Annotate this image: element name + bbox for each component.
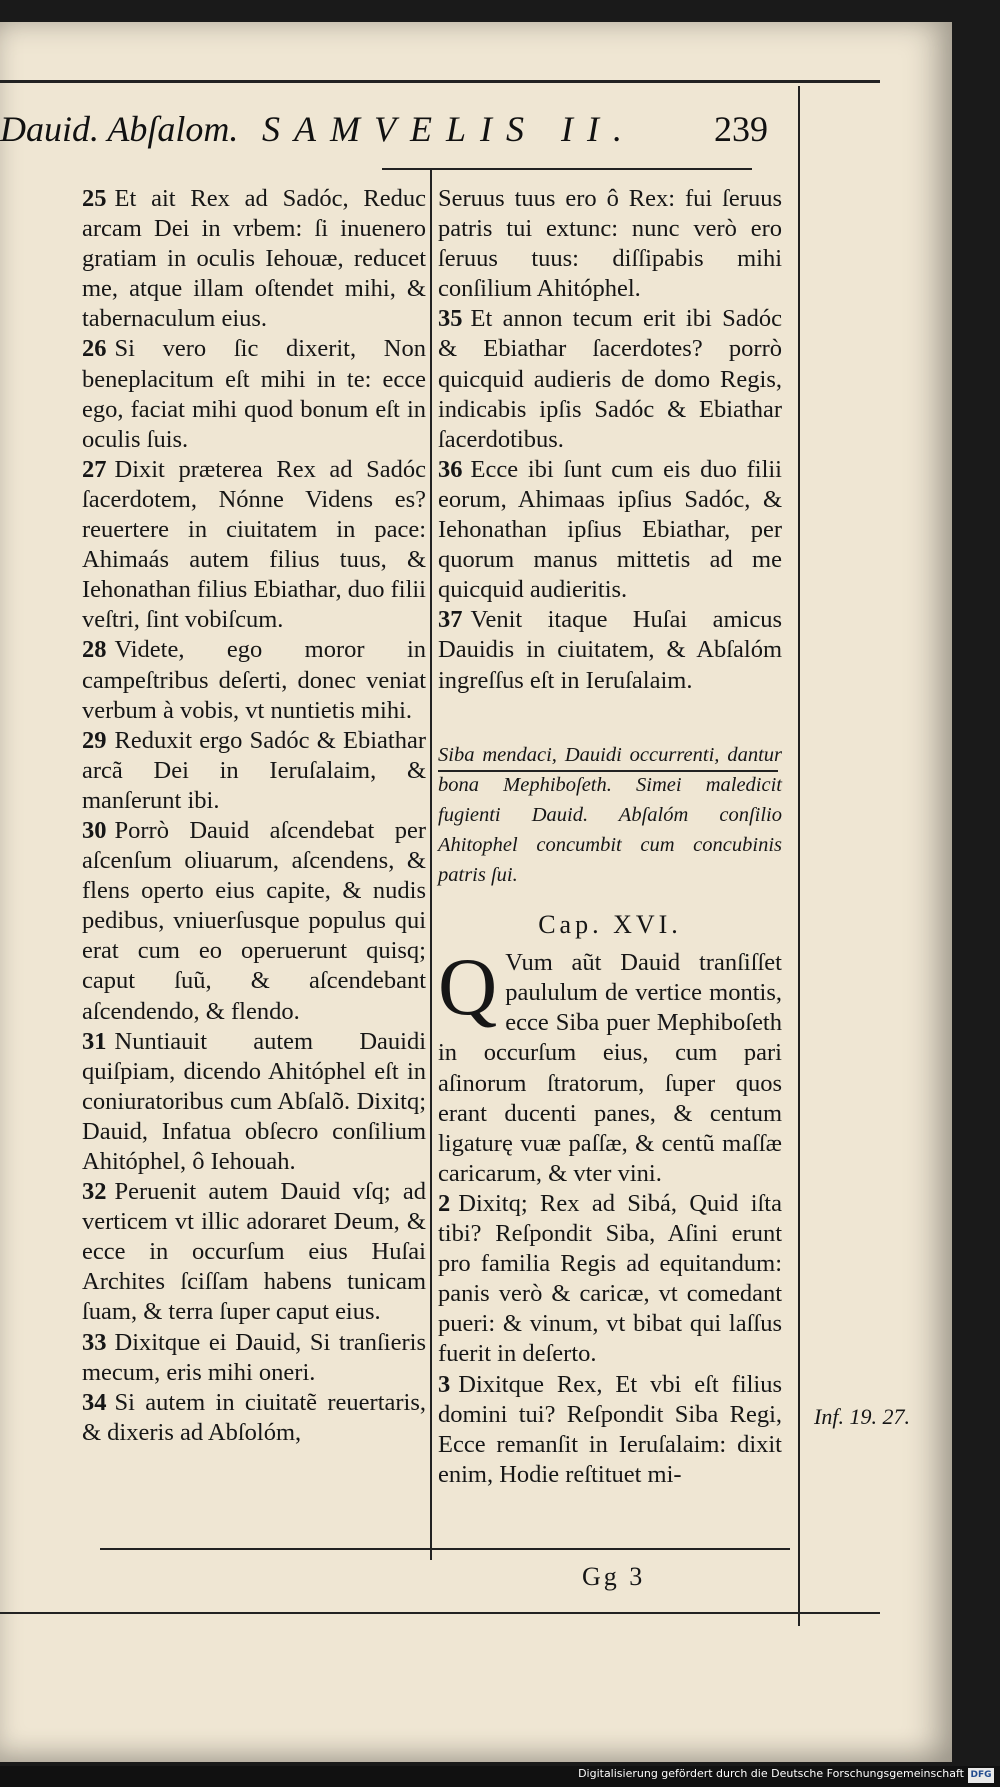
verse-text: Dixitque Rex, Et vbi eſt filius domini tui? Reſpondit Siba Regi, Ecce remanſit in Ieruſalaim: dixit enim, Hodie reſtituet mi-: [438, 1370, 782, 1488]
verse-text: Venit itaque Huſai amicus Dauidis in ciuitatem, & Abſalóm ingreſſus eſt in Ieruſalaim.: [438, 606, 782, 694]
chapter-opening: [438, 941, 782, 1189]
left-column: [82, 184, 426, 1448]
verse: [82, 726, 426, 816]
opening-text: Vum aũt Dauid tranſiſſet paululum de vertice montis, ecce Siba puer Mephiboſeth in occurſum eius, cum pari aſinorum ſtratorum, ſuper quos erant ducenti panes, & centum ligaturę vuæ paſſæ, & centũ maſſæ caricarum, & vter vini.: [438, 949, 782, 1187]
verse: [82, 1177, 426, 1327]
book-page: [0, 22, 952, 1762]
right-column: [438, 184, 782, 1490]
verse: [438, 455, 782, 605]
verse-text: Reduxit ergo Sadóc & Ebiathar arcã Dei in Ieruſalaim, & manſerunt ibi.: [82, 726, 426, 814]
top-rule: [0, 80, 880, 83]
verse-text: Et annon tecum erit ibi Sadóc & Ebiathar ſacerdotes? porrò quicquid audieris de domo Regis, indicabis ipſis Sadóc & Ebiathar ſacerdotibus.: [438, 305, 782, 453]
verse-text: Ecce ibi ſunt cum eis duo filii eorum, Ahimaas ipſius Sadóc, & Iehonathan ipſius Ebiathar, per quorum manus mittetis ad me quicquid audieritis.: [438, 455, 782, 604]
verse-text: Si vero ſic dixerit, Non beneplacitum eſt mihi in te: ecce ego, faciat mihi quod bonum eſt in oculis ſuis.: [82, 335, 426, 453]
running-head: [0, 98, 800, 158]
verse: [82, 1027, 426, 1177]
verse-number: 33: [82, 1328, 107, 1356]
verse-number: 28: [82, 636, 107, 664]
verse-number: 2: [438, 1189, 451, 1217]
chapter-title: Cap. XVI.: [538, 910, 682, 940]
verse: [82, 1328, 426, 1388]
verse-text: Videte, ego moror in campeſtribus deſerti, donec veniat verbum à vobis, vt nuntietis mihi.: [82, 636, 426, 724]
verse: [82, 455, 426, 636]
verse-text: Dixit præterea Rex ad Sadóc ſacerdotem, Nónne Videns es? reuertere in ciuitatem in pace: Ahimaás autem filius tuus, & Iehonathan filius Ebiathar, duo filii veſtri, ſint vobiſcum.: [82, 455, 426, 634]
verse-number: 27: [82, 455, 107, 483]
head-rule: [382, 168, 752, 170]
drop-cap: Q: [438, 941, 498, 1033]
verse-number: 35: [438, 305, 463, 333]
right-frame-rule: [798, 86, 800, 1626]
verse: [438, 1189, 782, 1370]
verse: [82, 334, 426, 454]
continuation-text: Seruus tuus ero ô Rex: fui ſeruus patris tui extunc: nunc verò ero ſeruus tuus: diſſipabis mihi conſilium Ahitóphel.: [438, 185, 782, 303]
verse-number: 29: [82, 726, 107, 754]
verse-number: 34: [82, 1388, 107, 1416]
verse-number: 3: [438, 1370, 451, 1398]
verse-text: Peruenit autem Dauid vſq; ad verticem vt illic adoraret Deum, & ecce in occurſum eius Huſai Archites ſciſſam habens tunicam ſuam, & terra ſuper caput eius.: [82, 1178, 426, 1326]
running-head-title: SAMVELIS II.: [262, 109, 636, 149]
verse: [82, 184, 426, 334]
verse: [82, 816, 426, 1027]
verse-text: Si autem in ciuitatẽ reuertaris, & dixeris ad Abſolóm,: [82, 1388, 426, 1446]
page-number: 239: [714, 109, 768, 149]
verse-text: Dixitque ei Dauid, Si tranſieris mecum, eris mihi oneri.: [82, 1328, 426, 1386]
verse-text: Nuntiauit autem Dauidi quiſpiam, dicendo Ahitóphel eſt in coniuratoribus cum Abſalõ. Dixitq; Dauid, Infatua obſecro conſilium Ahitóphel, ô Iehouah.: [82, 1027, 426, 1175]
bottom-rule-outer: [0, 1612, 880, 1614]
chapter-summary: Siba mendaci, Dauidi occurrenti, dantur bona Mephiboſeth. Simei maledicit fugienti Dauid. Abſalóm conſilio Ahitophel concumbit cum concubinis patris ſui.: [438, 743, 782, 886]
right-verses-chapter-16: [438, 1189, 782, 1490]
right-verses: [438, 304, 782, 695]
verse-text: Porrò Dauid aſcendebat per aſcenſum oliuarum, aſcendens, & flens operto eius capite, & nudis pedibus, vniuerſusque populus qui erat cum eo operuerunt quisq; caput ſuũ, & aſcendebant aſcendendo, & flendo.: [82, 816, 426, 1025]
verse: [438, 605, 782, 695]
marginal-note: Inf. 19. 27.: [814, 1404, 910, 1429]
verse-text: Et ait Rex ad Sadóc, Reduc arcam Dei in vrbem: ſi inuenero gratiam in oculis Iehouæ, reducet me, atque illam oſtendet mihi, & tabernaculum eius.: [82, 185, 426, 333]
column-divider: [430, 170, 432, 1560]
bottom-rule: [100, 1548, 790, 1550]
verse-number: 32: [82, 1178, 107, 1206]
verse-number: 31: [82, 1027, 107, 1055]
verse-number: 36: [438, 455, 463, 483]
verse-number: 37: [438, 606, 463, 634]
verse: [82, 1388, 426, 1448]
signature-mark: Gg 3: [582, 1562, 646, 1591]
verse-number: 25: [82, 185, 107, 212]
verse-text: Dixitq; Rex ad Sibá, Quid iſta tibi? Reſpondit Siba, Aſini erunt pro familia Regis ad equitandum: panis verò & caricæ, vt comedant pueri: & vinum, vt bibat qui laſſus fuerit in deſerto.: [438, 1189, 782, 1368]
verse: [438, 1370, 782, 1490]
running-head-left: Dauid. Abſalom.: [0, 109, 239, 149]
digitization-credit: Digitalisierung gefördert durch die Deutsche Forschungsgemeinschaft: [578, 1767, 964, 1780]
verse: [82, 635, 426, 725]
dfg-logo: DFG: [968, 1768, 994, 1783]
verse-number: 26: [82, 335, 107, 363]
verse-number: 30: [82, 816, 107, 844]
verse: [438, 304, 782, 454]
footer-bar: [0, 1766, 1000, 1787]
